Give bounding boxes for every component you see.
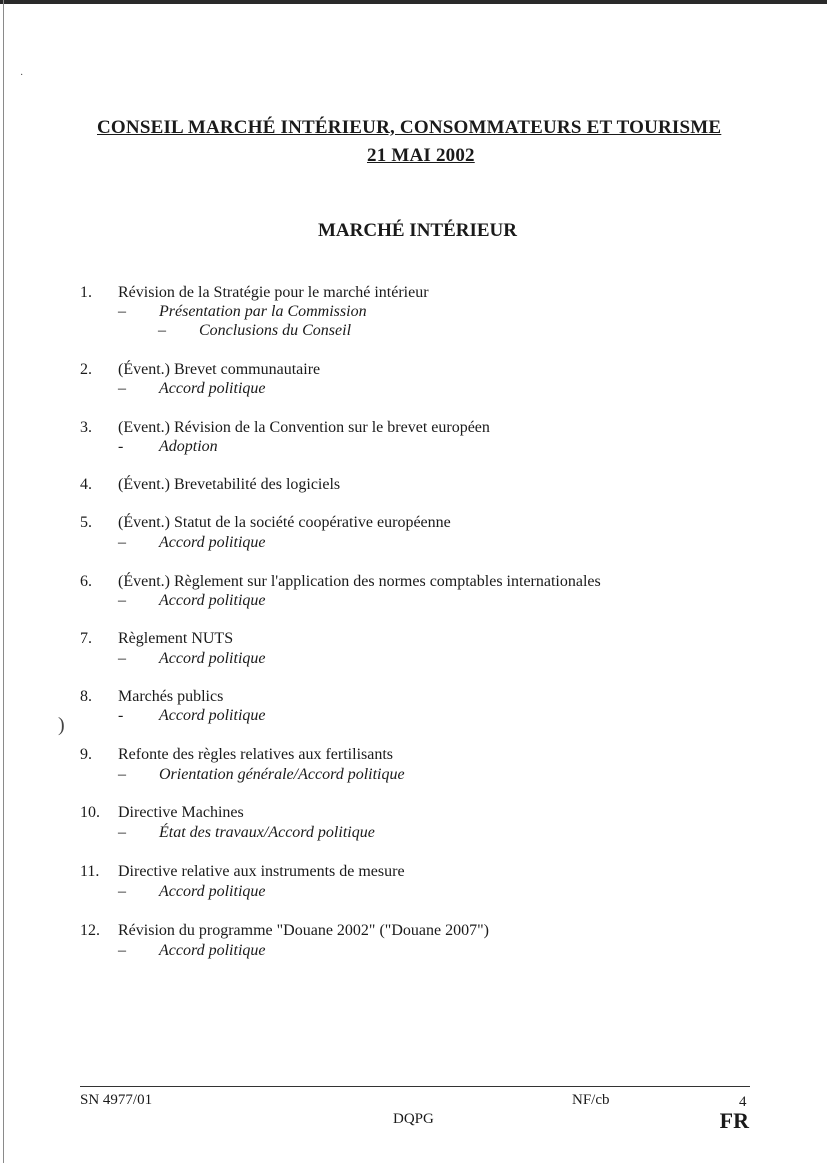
agenda-item-title: (Évent.) Brevet communautaire: [118, 361, 321, 378]
agenda-item-title: Directive Machines: [118, 804, 244, 821]
agenda-item-number: 2.: [80, 361, 92, 378]
agenda-item-title: Révision de la Stratégie pour le marché intérieur: [118, 284, 429, 301]
author-initials: NF/cb: [572, 1092, 610, 1108]
agenda-sub-item-text: Accord politique: [159, 883, 266, 900]
council-title: CONSEIL MARCHÉ INTÉRIEUR, CONSOMMATEURS ET TOURISME: [97, 116, 722, 138]
page-number: 4: [739, 1094, 747, 1110]
agenda-item-number: 6.: [80, 573, 92, 590]
agenda-sub-item-text: Présentation par la Commission: [159, 303, 367, 320]
agenda-sub-item-text: Accord politique: [159, 592, 266, 609]
agenda-item-title: (Évent.) Règlement sur l'application des normes comptables internationales: [118, 573, 601, 590]
agenda-item-number: 1.: [80, 284, 92, 301]
language-code: FR: [719, 1108, 749, 1133]
agenda-item-title: Refonte des règles relatives aux fertilisants: [118, 746, 394, 763]
agenda-item-title: (Évent.) Brevetabilité des logiciels: [118, 476, 341, 493]
agenda-item-number: 10.: [80, 804, 100, 821]
agenda-item-title: (Évent.) Statut de la société coopérative européenne: [118, 514, 451, 531]
agenda-item-title: Règlement NUTS: [118, 630, 234, 647]
department-code: DQPG: [393, 1111, 434, 1127]
footer-rule: [80, 1086, 750, 1087]
bullet-dash: –: [118, 650, 126, 667]
meeting-date: 21 MAI 2002: [367, 145, 475, 166]
top-border: [0, 0, 827, 4]
agenda-sub-item-text: Accord politique: [159, 534, 266, 551]
bullet-dash: –: [118, 303, 126, 320]
agenda-sub-item-text: Orientation générale/Accord politique: [159, 766, 405, 783]
agenda-item-title: Directive relative aux instruments de mesure: [118, 863, 405, 880]
document-reference: SN 4977/01: [80, 1092, 153, 1108]
agenda-item-title: Marchés publics: [118, 688, 224, 705]
agenda-item-number: 3.: [80, 419, 92, 436]
bullet-dash: -: [118, 438, 124, 455]
agenda-sub-item-text: Adoption: [159, 438, 218, 455]
agenda-sub-item-text: Accord politique: [159, 650, 266, 667]
bullet-dash: –: [158, 322, 166, 339]
agenda-item-title: Révision du programme "Douane 2002" ("Douane 2007"): [118, 922, 489, 939]
bullet-dash: –: [118, 883, 126, 900]
agenda-item-number: 12.: [80, 922, 100, 939]
agenda-item-number: 9.: [80, 746, 92, 763]
agenda-sub-item-text: Accord politique: [159, 942, 266, 959]
bullet-dash: –: [118, 534, 126, 551]
agenda-sub-item-text: Accord politique: [159, 707, 266, 724]
agenda-sub-item-text: Conclusions du Conseil: [199, 322, 352, 339]
section-heading: MARCHÉ INTÉRIEUR: [318, 219, 517, 241]
bullet-dash: –: [118, 766, 126, 783]
left-border: [3, 0, 4, 1163]
agenda-item-number: 11.: [80, 863, 100, 880]
scan-speck: ·: [20, 70, 24, 81]
bullet-dash: –: [118, 380, 126, 397]
bullet-dash: –: [118, 824, 126, 841]
scan-bracket-mark: ): [58, 714, 65, 736]
agenda-sub-item-text: Accord politique: [159, 380, 266, 397]
agenda-item-title: (Event.) Révision de la Convention sur le brevet européen: [118, 419, 490, 436]
agenda-item-number: 4.: [80, 476, 92, 493]
agenda-item-number: 8.: [80, 688, 92, 705]
agenda-sub-item-text: État des travaux/Accord politique: [159, 824, 375, 841]
bullet-dash: –: [118, 942, 126, 959]
bullet-dash: –: [118, 592, 126, 609]
agenda-item-number: 5.: [80, 514, 92, 531]
bullet-dash: -: [118, 707, 124, 724]
agenda-item-number: 7.: [80, 630, 92, 647]
